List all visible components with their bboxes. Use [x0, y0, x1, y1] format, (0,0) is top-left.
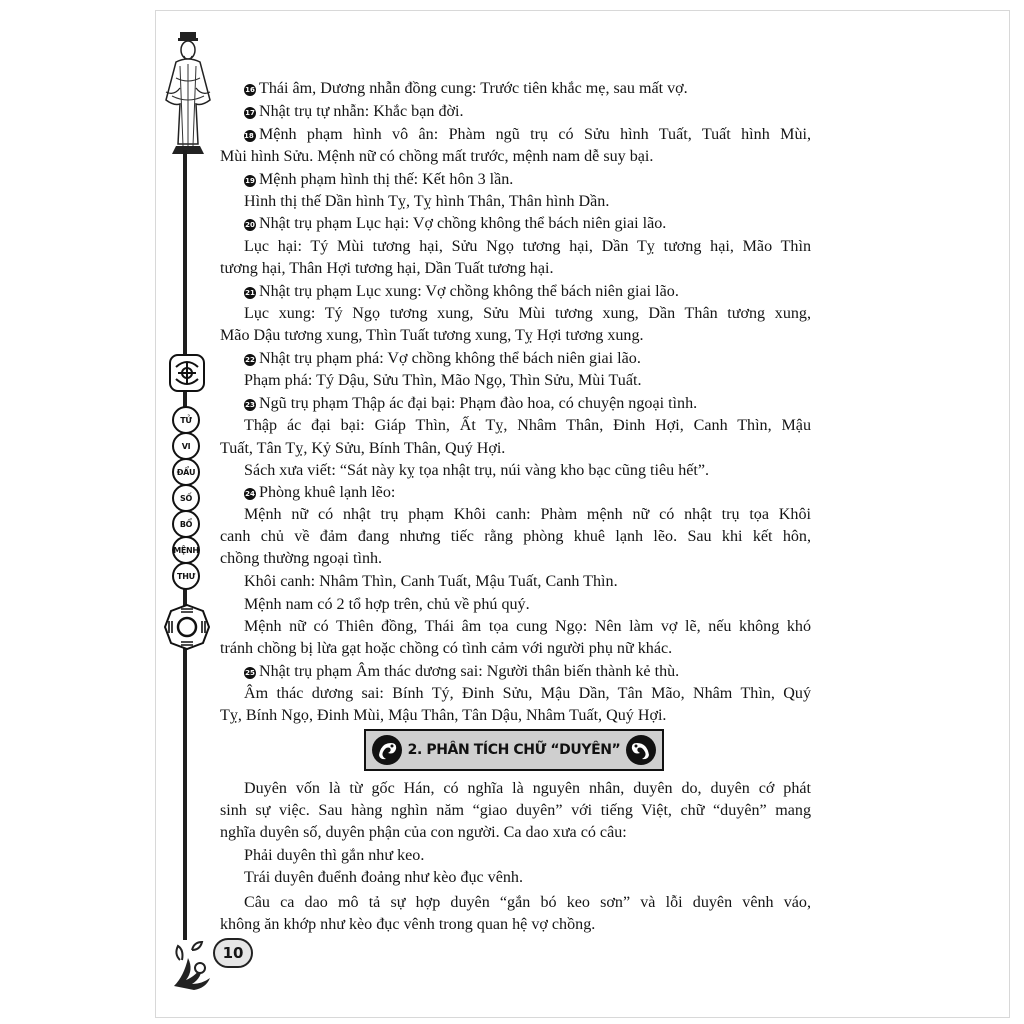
text-line-32: nghĩa duyên số, duyên phận của con người. Ca dao xưa có câu: [220, 824, 627, 841]
text-line-30: Duyên vốn là từ gốc Hán, có nghĩa là nguyên nhân, duyên do, duyên cớ phát [244, 780, 811, 797]
book-title-char-4: SỐ [172, 484, 200, 512]
text-line-19: 24 Phòng khuê lạnh lẽo: [245, 484, 396, 501]
text-line-16: Thập ác đại bại: Giáp Thìn, Ất Tỵ, Nhâm Thân, Đinh Hợi, Canh Thìn, Mậu [244, 417, 811, 434]
text-line-9: tương hại, Thân Hợi tương hại, Dần Tuất tương hại. [220, 260, 554, 277]
text-line-1: 16 Thái âm, Dương nhẫn đồng cung: Trước tiên khắc mẹ, sau mất vợ. [245, 80, 688, 97]
text-line-26: tránh chồng bị lừa gạt hoặc chồng có tình cảm với người phụ nữ khác. [220, 640, 673, 657]
book-title-char-1: TỬ [172, 406, 200, 434]
scholar-figure-icon [158, 26, 218, 166]
text-line-21: canh chủ về đảm đang nhưng tiếc rằng phòng khuê lạnh lẽo. Sau khi kết hôn, [220, 528, 811, 545]
item-number-badge: 20 [245, 221, 255, 229]
text-line-11: Lục xung: Tý Ngọ tương xung, Sửu Mùi tương xung, Dần Thân tương xung, [244, 305, 811, 322]
text-line-24: Mệnh nam có 2 tổ hợp trên, chủ về phú quý. [244, 596, 530, 613]
text-line-7: 20 Nhật trụ phạm Lục hại: Vợ chồng không thể bách niên giai lão. [245, 215, 667, 232]
text-line-22: chồng thường ngoại tình. [220, 550, 383, 567]
text-line-8: Lục hại: Tý Mùi tương hại, Sửu Ngọ tương hại, Dần Tỵ tương hại, Mão Thìn [244, 238, 811, 255]
item-number-badge: 18 [244, 130, 256, 142]
text-line-29: Tỵ, Bính Ngọ, Đinh Mùi, Mậu Thân, Tân Dậu, Nhâm Tuất, Quý Hợi. [220, 707, 667, 724]
text-line-4: Mùi hình Sửu. Mệnh nữ có chồng mất trước, mệnh nam dễ suy bại. [220, 148, 654, 165]
text-line-12: Mão Dậu tương xung, Thìn Tuất tương xung, Tỵ Hợi tương xung. [220, 327, 644, 344]
text-line-36: không ăn khớp như kèo đục vênh trong quan hệ vợ chồng. [220, 916, 596, 933]
text-line-34: Trái duyên đuểnh đoảng như kèo đục vênh. [244, 869, 523, 886]
text-line-14: Phạm phá: Tý Dậu, Sửu Thìn, Mão Ngọ, Thìn Sửu, Mùi Tuất. [244, 372, 642, 389]
text-line-28: Âm thác dương sai: Bính Tý, Đinh Sửu, Mậu Dần, Tân Mão, Nhâm Thìn, Quý [244, 685, 811, 702]
item-number-badge: 16 [245, 86, 255, 94]
book-title-char-7: THƯ [172, 562, 200, 590]
book-title-char-3: ĐẨU [172, 458, 200, 486]
text-line-17: Tuất, Tân Tỵ, Kỷ Sửu, Bính Thân, Quý Hợi. [220, 440, 506, 457]
item-number-badge: 19 [245, 177, 255, 185]
text-line-6: Hình thị thế Dần hình Tỵ, Tỵ hình Thân, Thân hình Dần. [244, 193, 610, 210]
text-line-5: 19 Mệnh phạm hình thị thế: Kết hôn 3 lần. [245, 171, 514, 188]
text-line-25: Mệnh nữ có Thiên đồng, Thái âm tọa cung Ngọ: Nên làm vợ lẽ, nếu không khó [244, 618, 811, 635]
text-line-20: Mệnh nữ có nhật trụ phạm Khôi canh: Phàm mệnh nữ có nhật trụ tọa Khôi [244, 506, 811, 523]
item-number-badge: 24 [245, 490, 255, 498]
text-line-18: Sách xưa viết: “Sát này kỵ tọa nhật trụ, núi vàng kho bạc cũng tiêu hết”. [244, 462, 710, 479]
item-number-badge: 25 [245, 669, 255, 677]
dragon-emblem-icon [370, 733, 404, 767]
item-number-badge: 22 [245, 356, 255, 364]
text-line-10: 21 Nhật trụ phạm Lục xung: Vợ chồng không thể bách niên giai lão. [245, 283, 679, 300]
text-line-3: 18 Mệnh phạm hình vô ân: Phàm ngũ trụ có Sửu hình Tuất, Tuất hình Mùi, [244, 126, 811, 143]
book-title-char-5: BỔ [172, 510, 200, 538]
text-line-31: sinh sự việc. Sau hàng nghìn năm “giao duyên” với tiếng Việt, chữ “duyên” mang [220, 802, 811, 819]
dragon-emblem-icon [624, 733, 658, 767]
text-line-33: Phải duyên thì gắn như keo. [244, 847, 425, 864]
bagua-icon [163, 603, 211, 651]
item-number-badge: 23 [245, 401, 255, 409]
text-line-27: 25 Nhật trụ phạm Âm thác dương sai: Người thân biến thành kẻ thù. [245, 663, 680, 680]
text-line-15: 23 Ngũ trụ phạm Thập ác đại bại: Phạm đào hoa, có chuyện ngoại tình. [245, 395, 698, 412]
item-number-badge: 17 [245, 109, 255, 117]
book-title-char-6: MỆNH [172, 536, 200, 564]
ornament-knot-icon [168, 353, 206, 393]
book-title-char-2: VI [172, 432, 200, 460]
section-heading-banner [364, 729, 664, 771]
text-line-2: 17 Nhật trụ tự nhẫn: Khắc bạn đời. [245, 103, 464, 120]
page-number: 10 [213, 938, 253, 968]
item-number-badge: 21 [245, 289, 255, 297]
text-line-35: Câu ca dao mô tả sự hợp duyên “gắn bó keo sơn” và lỗi duyên vênh váo, [244, 894, 811, 911]
section-heading: 2. PHÂN TÍCH CHỮ “DUYÊN” [407, 742, 621, 758]
text-line-13: 22 Nhật trụ phạm phá: Vợ chồng không thể bách niên giai lão. [245, 350, 641, 367]
text-line-23: Khôi canh: Nhâm Thìn, Canh Tuất, Mậu Tuất, Canh Thìn. [244, 573, 618, 590]
